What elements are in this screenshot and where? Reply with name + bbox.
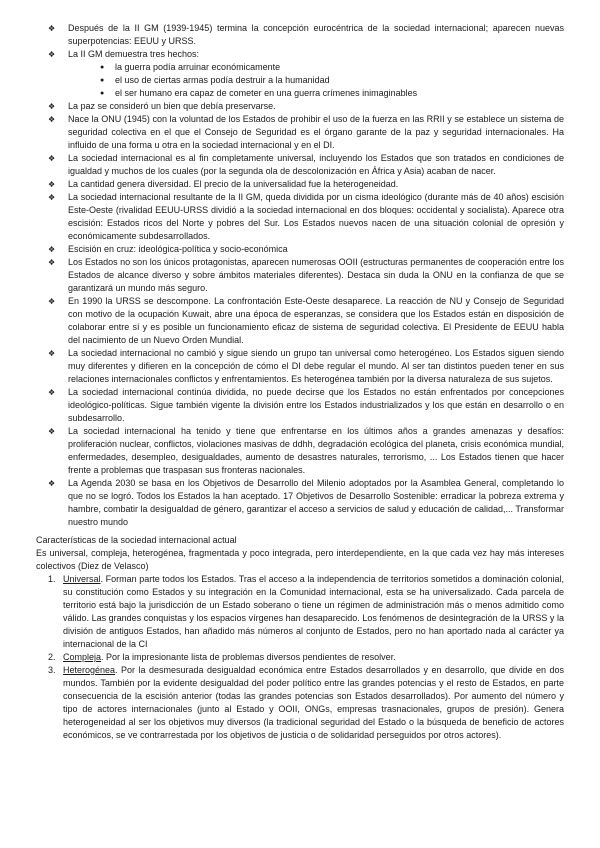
numbered-item	[48, 573, 564, 651]
item-number: 3.	[48, 665, 56, 675]
list-item	[48, 347, 564, 386]
numbered-item-text	[63, 664, 564, 742]
numbered-item-text	[63, 651, 564, 664]
diamond-bullet-icon: ❖	[48, 180, 56, 189]
diamond-bullet-icon: ❖	[48, 24, 56, 33]
list-item	[48, 243, 564, 256]
numbered-list	[36, 573, 564, 742]
list-item-text: La sociedad internacional continúa dividida, no puede decirse que los Estados no están enfrentados por concepciones ideológico-políticas. Sigue también vigente la división entre los Estados industrializados y los que están en desarrollo o en subdesarrollo.	[68, 387, 564, 423]
item-body: . Por la desmesurada desigualdad económica entre Estados desarrollados y en desarrollo, que divide en dos mundos. También por la evidente desigualdad del poder político entre las grandes potencias y el resto de Estados, en parte consecuencia de la escisión anterior (todas las grandes potencias son Estados desarrollados). Por aumento del número y tipo de actores internacionales (junto al Estado y OOII, ONGs, empresas trasnacionales, grupos de presión). Genera heterogeneidad al ser los objetivos muy diversos (la tradicional seguridad del Estado o la búsqueda de beneficio de actores económicos, se ve contrarrestada por los objetivos de justicia o de solidaridad perseguidos por otros actores).	[63, 665, 564, 740]
sub-list-item-text: el ser humano era capaz de cometer en una guerra crímenes inimaginables	[115, 88, 418, 98]
diamond-bullet-icon: ❖	[48, 388, 56, 397]
list-item-text: En 1990 la URSS se descompone. La confrontación Este-Oeste desaparece. La reacción de NU y Consejo de Seguridad con motivo de la ocupación Kuwait, abre una época de esperanzas, se considera que los Estados están en disposición de colaborar entre sí y es posible un funcionamiento eficaz de sistema de seguridad colectiva. El Presidente de EEUU habla del nacimiento de un Nuevo Orden Mundial.	[68, 296, 564, 345]
list-item-text: La sociedad internacional es al fin completamente universal, incluyendo los Estados que son tratados en condiciones de igualdad y muchos de los cuales (por la segunda ola de descolonización en África y Asia) acaban de nacer.	[68, 153, 564, 176]
item-body: . Por la impresionante lista de problemas diversos pendientes de resolver.	[101, 652, 396, 662]
diamond-bullet-icon: ❖	[48, 297, 56, 306]
list-item	[48, 386, 564, 425]
item-term: Universal	[63, 574, 101, 584]
list-item	[48, 22, 564, 48]
list-item	[48, 295, 564, 347]
list-item-text: La paz se consideró un bien que debía preservarse.	[68, 101, 276, 111]
list-item-text: La Agenda 2030 se basa en los Objetivos de Desarrollo del Milenio adoptados por la Asamblea General, completando lo que no se logró. Todos los Estados la han aceptado. 17 Objetivos de Desarrollo Sostenible: erradicar la pobreza extrema y hambre, combatir la desigualdad de género, garantizar el acceso a servicios de salud y educación de calidad,... Transformar nuestro mundo	[68, 478, 564, 527]
list-item-text: Después de la II GM (1939-1945) termina la concepción eurocéntrica de la sociedad internacional; aparecen nuevas superpotencias: EEUU y URSS.	[68, 23, 564, 46]
list-item	[48, 100, 564, 113]
list-item-text: La sociedad internacional ha tenido y tiene que enfrentarse en los últimos años a grandes amenazas y desafíos: proliferación nuclear, conflictos, violaciones masivas de ddhh, degradación ecológica del planeta, crisis económica mundial, enfermedades, desempleo, desigualdades, aumento de desastres naturales, terrorismo, ... Los Estados tienen que hacer frente a problemas que traspasan sus fronteras nacionales.	[68, 426, 564, 475]
list-item-text: Nace la ONU (1945) con la voluntad de los Estados de prohibir el uso de la fuerza en las RRII y se establece un sistema de seguridad colectiva en el que el Consejo de Seguridad es el órgano garante de la paz y seguridad internacionales. Ha influido de una forma u otra en la sociedad internacional y en el DI.	[68, 114, 564, 150]
sub-list-item-text: la guerra podía arruinar económicamente	[115, 62, 281, 72]
list-item-text: La sociedad internacional no cambió y sigue siendo un grupo tan universal como heterogéneo. Los Estados siguen siendo muy diferentes y difieren en la concepción de cómo el DI debe regular el mundo. Al ser tan distintos pueden tener en sus relaciones internacionales conflictos y enfrentamientos. Es heterogénea también por la diversa naturaleza de sus sujetos.	[68, 348, 564, 384]
list-item-text: La sociedad internacional resultante de la II GM, queda dividida por un cisma ideológico (durante más de 40 años) escisión Este-Oeste (rivalidad EEUU-URSS dividió a la sociedad internacional en dos bloques: occidental y socialista). Aparece otra escisión: Estados ricos del Norte y pobres del Sur. Los Estados nuevos nacen de una situación colonial de opresión y económicamente subdesarrollados.	[68, 192, 564, 241]
list-item	[48, 113, 564, 152]
diamond-bullet-icon: ❖	[48, 427, 56, 436]
list-item	[48, 152, 564, 178]
sub-list-item	[100, 87, 564, 100]
list-item-text: La cantidad genera diversidad. El precio de la universalidad fue la heterogeneidad.	[68, 179, 399, 189]
list-item	[48, 425, 564, 477]
list-item-text: La II GM demuestra tres hechos:	[68, 49, 200, 59]
numbered-item	[48, 651, 564, 664]
item-body: . Forman parte todos los Estados. Tras el acceso a la independencia de territorios sometidos a dominación colonial, su constitución como Estados y su integración en la Comunidad internacional, esta se ha universalizado. Cada parcela de territorio está bajo la jurisdicción de un Estado soberano o tiene un régimen de administración más o menos admitido como válido. Las grandes conquistas y los espacios vírgenes han desaparecido. Los fenómenos de desintegración de la URSS y la división de antiguos Estados, han añadido más números al conjunto de Estados, pero no han aportado nada al carácter ya internacional de la CI	[63, 574, 564, 649]
dot-bullet-icon: ●	[100, 77, 105, 84]
diamond-bullet-icon: ❖	[48, 50, 56, 59]
diamond-bullet-icon: ❖	[48, 258, 56, 267]
sub-list-item-text: el uso de ciertas armas podía destruir a la humanidad	[115, 75, 330, 85]
list-item	[48, 477, 564, 529]
diamond-bullet-icon: ❖	[48, 479, 56, 488]
dot-bullet-icon: ●	[100, 90, 105, 97]
dot-bullet-icon: ●	[100, 64, 105, 71]
diamond-bullet-icon: ❖	[48, 115, 56, 124]
list-item	[48, 178, 564, 191]
section-intro: Es universal, compleja, heterogénea, fragmentada y poco integrada, pero interdependiente, en la que cada vez hay más intereses colectivos (Diez de Velasco)	[36, 548, 564, 571]
list-item	[48, 191, 564, 243]
numbered-item	[48, 664, 564, 742]
item-term: Compleja	[63, 652, 102, 662]
list-item	[48, 48, 564, 61]
list-item-text: Escisión en cruz: ideológica-política y socio-económica	[68, 244, 288, 254]
item-number: 2.	[48, 652, 56, 662]
sub-list-item	[100, 61, 564, 74]
sub-list-item	[100, 74, 564, 87]
diamond-bullet-icon: ❖	[48, 245, 56, 254]
item-term: Heterogénea	[63, 665, 116, 675]
numbered-item-text	[63, 573, 564, 651]
diamond-bullet-icon: ❖	[48, 102, 56, 111]
diamond-bullet-icon: ❖	[48, 193, 56, 202]
bullet-list	[36, 22, 564, 529]
diamond-bullet-icon: ❖	[48, 349, 56, 358]
list-item-text: Los Estados no son los únicos protagonistas, aparecen numerosas OOII (estructuras permanentes de cooperación entre los Estados de alcance diverso y sobre ámbitos materiales diferentes). Destaca sin duda la ONU en la confianza de que se garantizará un mundo más seguro.	[68, 257, 564, 293]
diamond-bullet-icon: ❖	[48, 154, 56, 163]
item-number: 1.	[48, 574, 56, 584]
section-heading: Características de la sociedad internacional actual	[36, 535, 237, 545]
list-item	[48, 256, 564, 295]
